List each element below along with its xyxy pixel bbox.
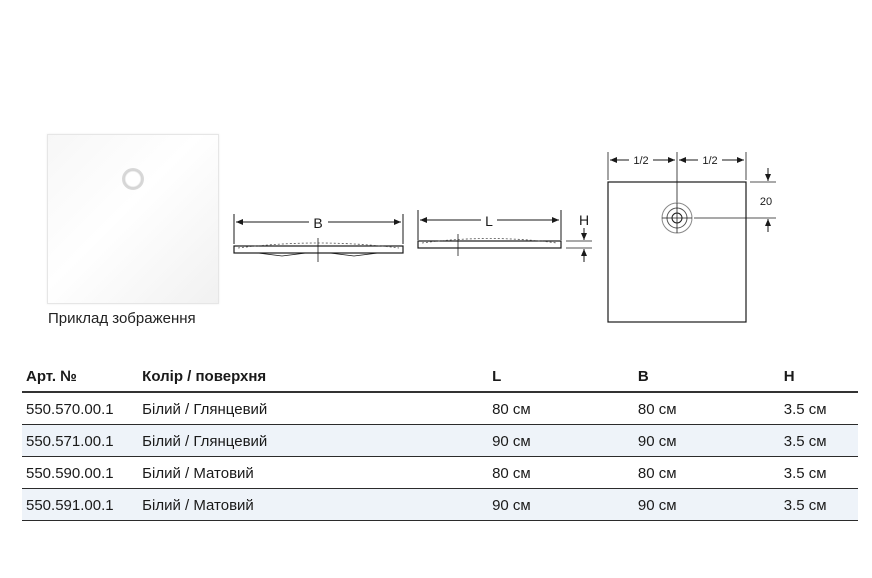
- table-row: [22, 489, 858, 521]
- cell-b: 90 см: [634, 489, 780, 521]
- cell-l: 80 см: [488, 392, 634, 425]
- half-right-label: 1/2: [702, 155, 718, 167]
- table-row: [22, 425, 858, 457]
- cell-h: 3.5 см: [780, 392, 858, 425]
- col-header-b: B: [634, 360, 780, 392]
- side-view-length: [418, 210, 592, 262]
- half-left-label: 1/2: [633, 155, 649, 167]
- cell-h: 3.5 см: [780, 457, 858, 489]
- length-label: L: [485, 213, 493, 229]
- cell-article: 550.570.00.1: [22, 392, 138, 425]
- cell-l: 80 см: [488, 457, 634, 489]
- spec-table: [22, 360, 858, 521]
- col-header-l: L: [488, 360, 634, 392]
- cell-l: 90 см: [488, 489, 634, 521]
- cell-color: Білий / Матовий: [138, 489, 488, 521]
- cell-b: 90 см: [634, 425, 780, 457]
- height-label: H: [578, 212, 590, 228]
- col-header-color: Колір / поверхня: [138, 360, 488, 392]
- cell-article: 550.591.00.1: [22, 489, 138, 521]
- offset-label: 20: [759, 196, 773, 208]
- width-label: B: [313, 215, 323, 231]
- top-view: [608, 152, 776, 322]
- col-header-h: H: [780, 360, 858, 392]
- table-row: [22, 457, 858, 489]
- side-view-width: [234, 214, 403, 262]
- cell-b: 80 см: [634, 392, 780, 425]
- cell-article: 550.590.00.1: [22, 457, 138, 489]
- col-header-article: Арт. №: [22, 360, 138, 392]
- cell-article: 550.571.00.1: [22, 425, 138, 457]
- image-caption: Приклад зображення: [48, 310, 196, 327]
- cell-b: 80 см: [634, 457, 780, 489]
- cell-h: 3.5 см: [780, 425, 858, 457]
- cell-h: 3.5 см: [780, 489, 858, 521]
- cell-color: Білий / Глянцевий: [138, 425, 488, 457]
- cell-color: Білий / Матовий: [138, 457, 488, 489]
- cell-l: 90 см: [488, 425, 634, 457]
- table-header-row: [22, 360, 858, 392]
- cell-color: Білий / Глянцевий: [138, 392, 488, 425]
- table-row: [22, 392, 858, 425]
